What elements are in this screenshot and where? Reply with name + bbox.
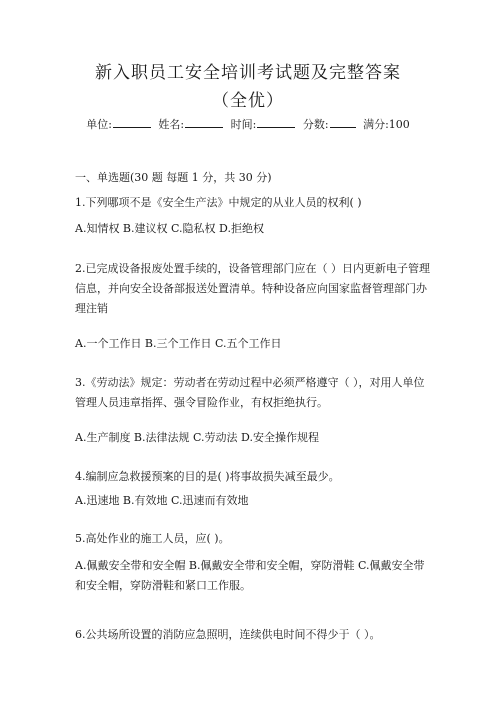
question-2-stem: 2.已完成设备报废处置手续的，设备管理部门应在（ ）日内更新电子管理信息，并向安全设备部报送处置清单。特种设备应向国家监督管理部门办理注销: [75, 262, 430, 315]
document-subtitle: （全优）: [212, 91, 284, 111]
question-5-options: A.佩戴安全带和安全帽 B.佩戴安全带和安全帽，穿防滑鞋 C.佩戴安全带和安全帽，穿防滑鞋和紧口工作服。: [75, 559, 425, 592]
question-4-options: A.迅速地 B.有效地 C.迅速而有效地: [75, 494, 249, 507]
name-blank: [185, 116, 223, 128]
exam-info-line: [0, 116, 496, 133]
unit-blank: [113, 116, 151, 128]
full-score: 满分:100: [363, 118, 410, 131]
unit-label: 单位:: [86, 118, 112, 131]
section-heading: 一、单选题(30 题 每题 1 分，共 30 分): [75, 171, 272, 184]
time-label: 时间:: [230, 118, 257, 131]
question-4-stem: 4.编制应急救援预案的目的是( )将事故损失减至最少。: [75, 470, 340, 483]
score-label: 分数:: [302, 118, 329, 131]
question-1-options: A.知情权 B.建议权 C.隐私权 D.拒绝权: [75, 222, 264, 235]
question-3-options: A.生产制度 B.法律法规 C.劳动法 D.安全操作规程: [75, 431, 319, 444]
question-6-stem: 6.公共场所设置的消防应急照明，连续供电时间不得少于（ ）。: [75, 628, 381, 641]
question-1-stem: 1.下列哪项不是《安全生产法》中规定的从业人员的权利( ): [75, 196, 362, 209]
document-title: 新入职员工安全培训考试题及完整答案: [95, 63, 401, 83]
name-label: 姓名:: [158, 118, 185, 131]
score-blank: [330, 116, 356, 128]
time-blank: [257, 116, 295, 128]
question-5-stem: 5.高处作业的施工人员，应( )。: [75, 532, 230, 545]
question-2-options: A.一个工作日 B.三个工作日 C.五个工作日: [75, 337, 282, 350]
question-3-stem: 3.《劳动法》规定：劳动者在劳动过程中必须严格遵守（ ），对用人单位管理人员违章指挥、强令冒险作业，有权拒绝执行。: [75, 376, 425, 409]
